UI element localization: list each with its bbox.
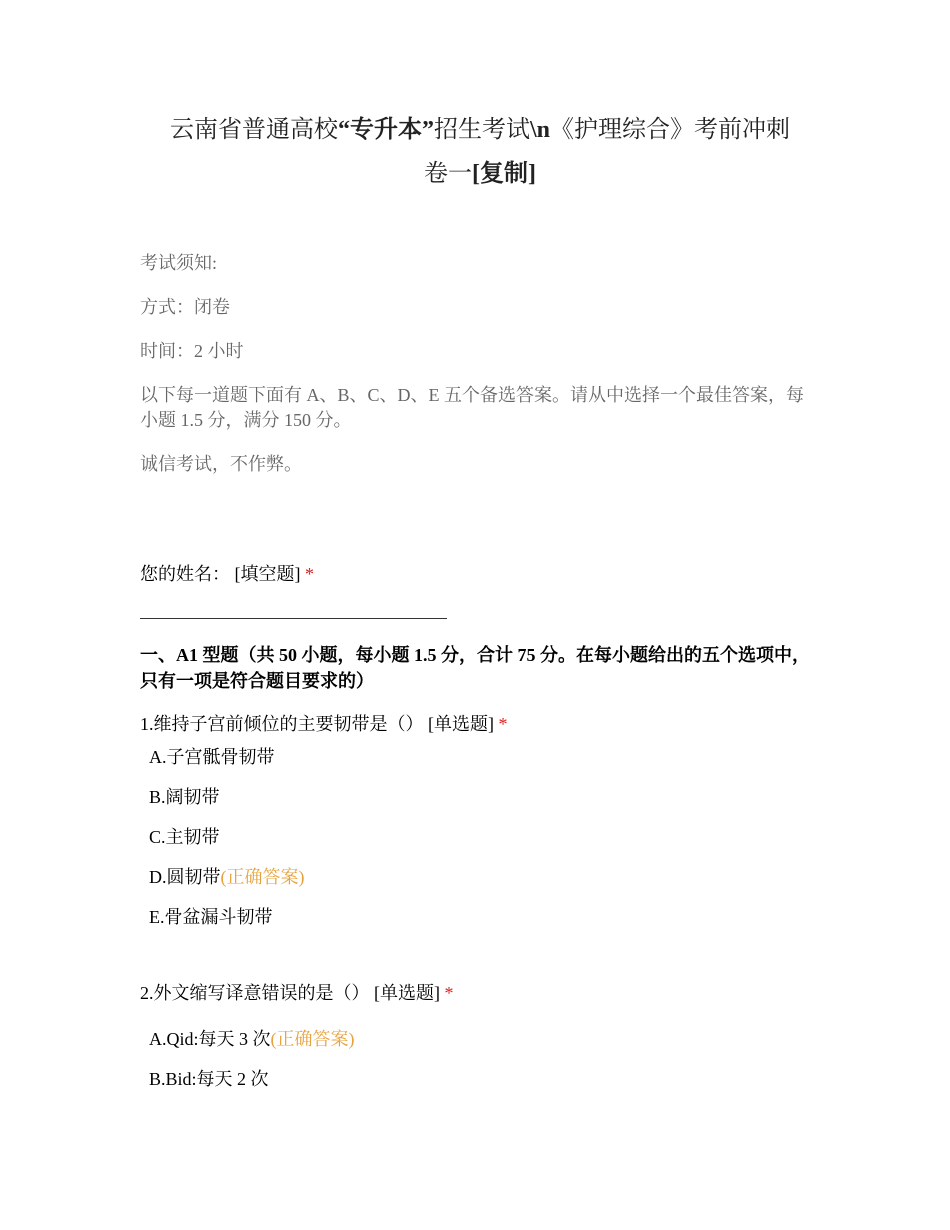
question-1-stem: 1.维持子宫前倾位的主要韧带是（） [单选题] *	[140, 714, 508, 734]
correct-answer-tag: (正确答案)	[270, 1029, 355, 1049]
required-mark: *	[444, 983, 454, 1003]
question-2-option-b[interactable]: B.Bid:每天 2 次	[149, 1069, 269, 1089]
question-1-option-a[interactable]: A.子宫骶骨韧带	[149, 747, 275, 767]
title-line-1: 云南省普通高校“专升本”招生考试\n《护理综合》考前冲刺	[169, 117, 790, 143]
notice-heading: 考试须知:	[140, 253, 218, 273]
question-1-option-c[interactable]: C.主韧带	[149, 827, 220, 847]
correct-answer-tag: (正确答案)	[220, 867, 305, 887]
question-1-option-b[interactable]: B.阔韧带	[149, 787, 220, 807]
required-mark: *	[498, 714, 508, 734]
notice-time: 时间：2 小时	[140, 341, 244, 361]
title-line-2: 卷一[复制]	[424, 161, 536, 187]
name-question-label: 您的姓名： [填空题] *	[140, 564, 314, 584]
page-title	[150, 108, 810, 196]
notice-mode: 方式：闭卷	[140, 297, 230, 317]
notice-instructions: 以下每一道题下面有 A、B、C、D、E 五个备选答案。请从中选择一个最佳答案，每小题 1.5 分，满分 150 分。	[140, 385, 805, 430]
name-answer-line[interactable]	[140, 618, 447, 619]
section-heading: 一、A1 型题（共 50 小题，每小题 1.5 分，合计 75 分。在每小题给出的五个选项中，只有一项是符合题目要求的）	[140, 645, 810, 691]
question-2-stem: 2.外文缩写译意错误的是（） [单选题] *	[140, 983, 454, 1003]
notice-honesty: 诚信考试，不作弊。	[140, 454, 302, 474]
question-1-option-d[interactable]: D.圆韧带(正确答案)	[149, 867, 305, 887]
required-mark: *	[305, 564, 314, 584]
question-2-option-a[interactable]: A.Qid:每天 3 次(正确答案)	[149, 1029, 355, 1049]
question-1-option-e[interactable]: E.骨盆漏斗韧带	[149, 907, 273, 927]
